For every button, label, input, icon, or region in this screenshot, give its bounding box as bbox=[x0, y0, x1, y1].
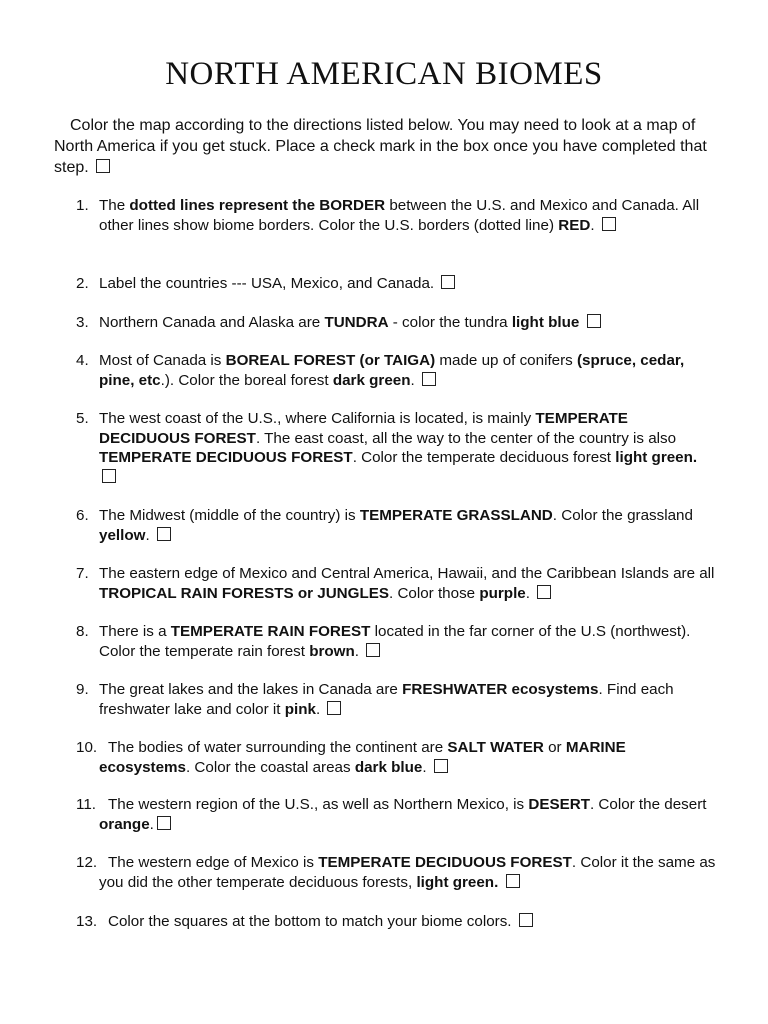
step-checkbox[interactable] bbox=[366, 643, 380, 657]
step-item bbox=[76, 274, 716, 294]
intro-text: Color the map according to the directions listed below. You may need to look at a map of North America if you get stuck. Place a check mark in the box once you have completed that step. bbox=[54, 117, 707, 176]
intro-paragraph bbox=[54, 115, 724, 178]
step-text: There is a TEMPERATE RAIN FOREST located in the far corner of the U.S (northwest). Color the temperate rain forest brown. bbox=[99, 623, 691, 660]
step-checkbox[interactable] bbox=[441, 275, 455, 289]
step-item bbox=[76, 564, 716, 603]
step-number: 12. bbox=[76, 854, 98, 871]
page-title: NORTH AMERICAN BIOMES bbox=[165, 56, 603, 92]
step-number: 5. bbox=[76, 410, 89, 427]
step-text: The bodies of water surrounding the continent are SALT WATER or MARINE ecosystems. Color the coastal areas dark blue. bbox=[99, 739, 626, 776]
step-checkbox[interactable] bbox=[506, 874, 520, 888]
step-item bbox=[76, 622, 716, 661]
step-item bbox=[76, 795, 716, 834]
step-text: The Midwest (middle of the country) is TEMPERATE GRASSLAND. Color the grassland yellow. bbox=[99, 507, 693, 544]
step-item bbox=[76, 853, 716, 892]
step-number: 10. bbox=[76, 739, 98, 756]
step-number: 13. bbox=[76, 913, 98, 930]
step-item bbox=[76, 738, 716, 777]
step-text: Color the squares at the bottom to match your biome colors. bbox=[99, 912, 716, 932]
step-text: Northern Canada and Alaska are TUNDRA - color the tundra light blue bbox=[99, 313, 716, 333]
step-number: 4. bbox=[76, 352, 89, 369]
step-number: 8. bbox=[76, 623, 89, 640]
step-checkbox[interactable] bbox=[519, 913, 533, 927]
checkbox-intro[interactable] bbox=[96, 159, 110, 173]
step-item bbox=[76, 196, 716, 235]
step-checkbox[interactable] bbox=[327, 701, 341, 715]
step-item bbox=[76, 912, 716, 932]
step-text: The western region of the U.S., as well as Northern Mexico, is DESERT. Color the desert orange. bbox=[99, 796, 707, 833]
step-item bbox=[76, 409, 716, 487]
step-item bbox=[76, 313, 716, 333]
step-checkbox[interactable] bbox=[587, 314, 601, 328]
step-number: 9. bbox=[76, 681, 89, 698]
step-checkbox[interactable] bbox=[434, 759, 448, 773]
step-text: The great lakes and the lakes in Canada are FRESHWATER ecosystems. Find each freshwater lake and color it pink. bbox=[99, 681, 674, 718]
step-text: The eastern edge of Mexico and Central America, Hawaii, and the Caribbean Islands are all TROPICAL RAIN FORESTS or JUNGLES. Color those purple. bbox=[99, 565, 715, 602]
step-text: The western edge of Mexico is TEMPERATE DECIDUOUS FOREST. Color it the same as you did the other temperate deciduous forests, light green. bbox=[99, 854, 716, 891]
step-item bbox=[76, 680, 716, 719]
step-text: The west coast of the U.S., where California is located, is mainly TEMPERATE DECIDUOUS FOREST. The east coast, all the way to the center of the country is also TEMPERATE DECIDUOUS FOREST. Color the temperate deciduous forest light green. bbox=[99, 409, 716, 487]
step-number: 3. bbox=[76, 314, 89, 331]
step-number: 1. bbox=[76, 197, 89, 214]
step-checkbox[interactable] bbox=[157, 816, 171, 830]
step-text: The dotted lines represent the BORDER between the U.S. and Mexico and Canada. All other lines show biome borders. Color the U.S. borders (dotted line) RED. bbox=[99, 197, 700, 234]
step-text: Label the countries --- USA, Mexico, and Canada. bbox=[99, 274, 716, 294]
step-item bbox=[76, 506, 716, 545]
step-text: Most of Canada is BOREAL FOREST (or TAIGA) made up of conifers (spruce, cedar, pine, etc.). Color the boreal forest dark green. bbox=[99, 352, 685, 389]
step-number: 2. bbox=[76, 275, 89, 292]
step-number: 7. bbox=[76, 565, 89, 582]
step-checkbox[interactable] bbox=[157, 527, 171, 541]
step-checkbox[interactable] bbox=[537, 585, 551, 599]
step-number: 6. bbox=[76, 507, 89, 524]
step-checkbox[interactable] bbox=[422, 372, 436, 386]
step-checkbox[interactable] bbox=[102, 469, 116, 483]
step-number: 11. bbox=[76, 796, 96, 813]
step-item bbox=[76, 351, 716, 390]
step-checkbox[interactable] bbox=[602, 217, 616, 231]
